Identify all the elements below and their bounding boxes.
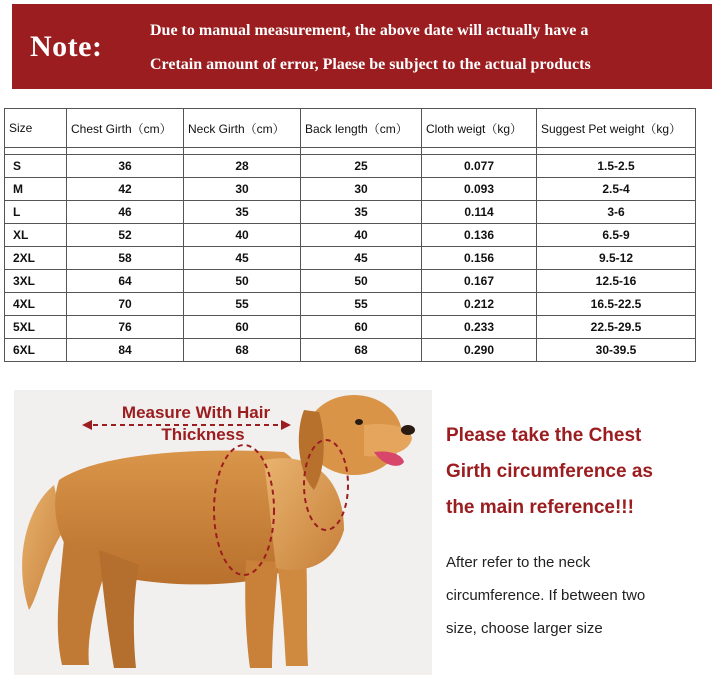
advice-body-line-2: circumference. If between two — [446, 587, 646, 604]
advice-headline-line-2: Girth circumference as — [446, 461, 653, 482]
header-neck-girth: Neck Girth（cm） — [184, 109, 301, 148]
dog-photo-panel — [14, 390, 432, 675]
cell-back: 68 — [301, 339, 422, 362]
table-row — [5, 155, 696, 178]
cell-neck: 45 — [184, 247, 301, 270]
cell-pet: 2.5-4 — [537, 178, 696, 201]
table-row — [5, 247, 696, 270]
table-row — [5, 339, 696, 362]
cell-cloth: 0.114 — [422, 201, 537, 224]
cell-size: 6XL — [5, 339, 67, 362]
header-chest-girth: Chest Girth（cm） — [67, 109, 184, 148]
header-back-length: Back length（cm） — [301, 109, 422, 148]
header-size: Size — [5, 109, 67, 148]
cell-chest: 42 — [67, 178, 184, 201]
cell-cloth: 0.077 — [422, 155, 537, 178]
cell-size: M — [5, 178, 67, 201]
cell-chest: 58 — [67, 247, 184, 270]
cell-pet: 3-6 — [537, 201, 696, 224]
cell-pet: 12.5-16 — [537, 270, 696, 293]
note-label: Note: — [30, 29, 103, 63]
table-row — [5, 270, 696, 293]
cell-back: 30 — [301, 178, 422, 201]
cell-back: 50 — [301, 270, 422, 293]
advice-body — [446, 546, 716, 645]
cell-size: XL — [5, 224, 67, 247]
cell-chest: 46 — [67, 201, 184, 224]
cell-cloth: 0.136 — [422, 224, 537, 247]
measure-label — [96, 402, 296, 446]
cell-cloth: 0.167 — [422, 270, 537, 293]
cell-pet: 16.5-22.5 — [537, 293, 696, 316]
cell-chest: 52 — [67, 224, 184, 247]
cell-neck: 40 — [184, 224, 301, 247]
measure-label-line-2: Thickness — [161, 425, 245, 444]
cell-pet: 30-39.5 — [537, 339, 696, 362]
advice-body-line-1: After refer to the neck — [446, 554, 591, 571]
cell-pet: 1.5-2.5 — [537, 155, 696, 178]
cell-back: 45 — [301, 247, 422, 270]
cell-pet: 6.5-9 — [537, 224, 696, 247]
cell-cloth: 0.212 — [422, 293, 537, 316]
cell-cloth: 0.093 — [422, 178, 537, 201]
cell-pet: 22.5-29.5 — [537, 316, 696, 339]
cell-size: 2XL — [5, 247, 67, 270]
cell-pet: 9.5-12 — [537, 247, 696, 270]
table-row — [5, 293, 696, 316]
table-header-row — [5, 109, 696, 148]
cell-back: 55 — [301, 293, 422, 316]
cell-size: 4XL — [5, 293, 67, 316]
cell-neck: 50 — [184, 270, 301, 293]
cell-back: 40 — [301, 224, 422, 247]
table-row — [5, 178, 696, 201]
header-pet-weight: Suggest Pet weight（kg） — [537, 109, 696, 148]
cell-neck: 55 — [184, 293, 301, 316]
cell-chest: 84 — [67, 339, 184, 362]
cell-back: 35 — [301, 201, 422, 224]
cell-size: 5XL — [5, 316, 67, 339]
cell-neck: 28 — [184, 155, 301, 178]
table-row — [5, 224, 696, 247]
cell-neck: 60 — [184, 316, 301, 339]
header-cloth-weight: Cloth weigt（kg） — [422, 109, 537, 148]
table-spacer-row — [5, 148, 696, 155]
note-text — [150, 12, 591, 82]
cell-chest: 70 — [67, 293, 184, 316]
cell-chest: 64 — [67, 270, 184, 293]
note-banner — [12, 4, 712, 89]
cell-cloth: 0.233 — [422, 316, 537, 339]
cell-back: 60 — [301, 316, 422, 339]
measure-label-line-1: Measure With Hair — [121, 403, 271, 422]
cell-cloth: 0.290 — [422, 339, 537, 362]
advice-headline-line-3: the main reference!!! — [446, 497, 634, 518]
note-line-2: Cretain amount of error, Plaese be subject to the actual products — [150, 55, 591, 73]
table-row — [5, 316, 696, 339]
cell-size: L — [5, 201, 67, 224]
cell-size: 3XL — [5, 270, 67, 293]
cell-size: S — [5, 155, 67, 178]
cell-neck: 30 — [184, 178, 301, 201]
cell-cloth: 0.156 — [422, 247, 537, 270]
advice-headline-line-1: Please take the Chest — [446, 425, 642, 446]
cell-chest: 76 — [67, 316, 184, 339]
cell-back: 25 — [301, 155, 422, 178]
cell-chest: 36 — [67, 155, 184, 178]
note-line-1: Due to manual measurement, the above date will actually have a — [150, 21, 589, 39]
cell-neck: 68 — [184, 339, 301, 362]
size-chart-table — [4, 108, 696, 362]
advice-body-line-3: size, choose larger size — [446, 620, 603, 637]
cell-neck: 35 — [184, 201, 301, 224]
advice-headline — [446, 418, 716, 526]
table-row — [5, 201, 696, 224]
